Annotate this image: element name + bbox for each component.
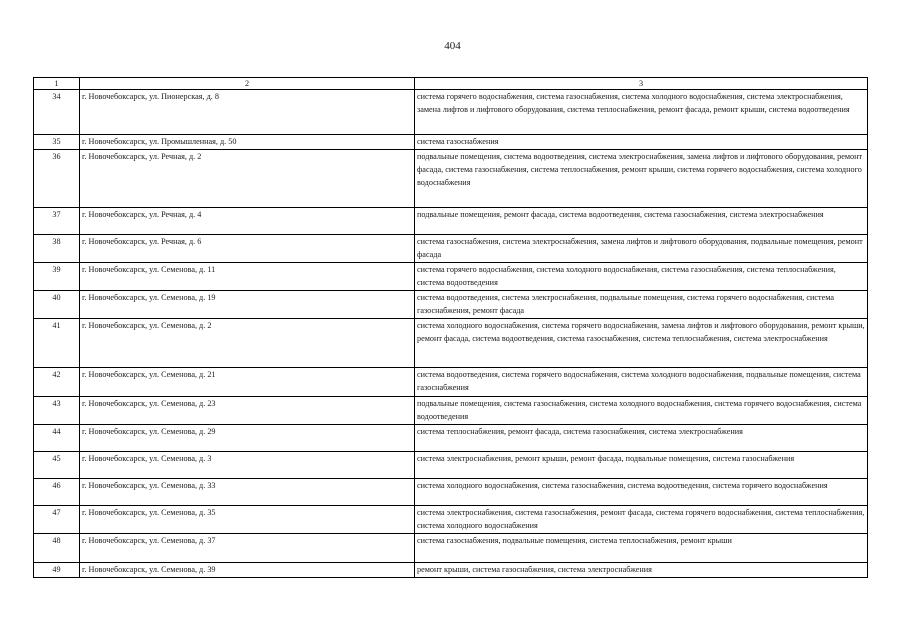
row-number: 35 — [34, 135, 80, 150]
row-works: система водоотведения, система электроснабжения, подвальные помещения, система горячего водоснабжения, система газоснабжения, ремонт фасада — [415, 291, 868, 319]
table-row — [34, 397, 868, 425]
table-row — [34, 368, 868, 397]
row-number: 43 — [34, 397, 80, 425]
table-row — [34, 534, 868, 563]
row-works: система горячего водоснабжения, система холодного водоснабжения, система газоснабжения, система теплоснабжения, система водоотведения — [415, 263, 868, 291]
column-header-1: 1 — [34, 78, 80, 90]
page-number: 404 — [444, 40, 461, 52]
row-works: система электроснабжения, система газоснабжения, ремонт фасада, система горячего водоснабжения, система теплоснабжения, система холодного водоснабжения — [415, 506, 868, 534]
row-number: 47 — [34, 506, 80, 534]
row-number: 36 — [34, 150, 80, 208]
table-row — [34, 150, 868, 208]
row-works: система теплоснабжения, ремонт фасада, система газоснабжения, система электроснабжения — [415, 425, 868, 452]
row-number: 49 — [34, 563, 80, 578]
row-address: г. Новочебоксарск, ул. Семенова, д. 29 — [80, 425, 415, 452]
row-number: 41 — [34, 319, 80, 368]
row-works: система холодного водоснабжения, система газоснабжения, система водоотведения, система горячего водоснабжения — [415, 479, 868, 506]
column-header-2: 2 — [80, 78, 415, 90]
row-works: подвальные помещения, система водоотведения, система электроснабжения, замена лифтов и лифтового оборудования, ремонт фасада, система газоснабжения, система теплоснабжения, ремонт крыши, система горячего водоснабжения, система холодного водоснабжения — [415, 150, 868, 208]
row-works: система газоснабжения, подвальные помещения, система теплоснабжения, ремонт крыши — [415, 534, 868, 563]
row-number: 44 — [34, 425, 80, 452]
row-works: система горячего водоснабжения, система газоснабжения, система холодного водоснабжения, система электроснабжения, замена лифтов и лифтового оборудования, система теплоснабжения, ремонт фасада, ремонт крыши, система водоотведения — [415, 90, 868, 135]
row-address: г. Новочебоксарск, ул. Речная, д. 4 — [80, 208, 415, 235]
row-address: г. Новочебоксарск, ул. Промышленная, д. 50 — [80, 135, 415, 150]
row-number: 34 — [34, 90, 80, 135]
row-number: 42 — [34, 368, 80, 397]
row-address: г. Новочебоксарск, ул. Семенова, д. 11 — [80, 263, 415, 291]
row-address: г. Новочебоксарск, ул. Семенова, д. 19 — [80, 291, 415, 319]
row-address: г. Новочебоксарск, ул. Семенова, д. 21 — [80, 368, 415, 397]
row-works: ремонт крыши, система газоснабжения, система электроснабжения — [415, 563, 868, 578]
table-row — [34, 452, 868, 479]
table-row — [34, 319, 868, 368]
row-address: г. Новочебоксарск, ул. Семенова, д. 23 — [80, 397, 415, 425]
table-row — [34, 90, 868, 135]
row-number: 40 — [34, 291, 80, 319]
row-address: г. Новочебоксарск, ул. Семенова, д. 3 — [80, 452, 415, 479]
row-works: подвальные помещения, ремонт фасада, система водоотведения, система газоснабжения, система электроснабжения — [415, 208, 868, 235]
row-works: система холодного водоснабжения, система горячего водоснабжения, замена лифтов и лифтового оборудования, ремонт крыши, ремонт фасада, система водоотведения, система газоснабжения, система теплоснабжения, система электроснабжения — [415, 319, 868, 368]
works-table — [33, 77, 868, 578]
row-number: 45 — [34, 452, 80, 479]
row-address: г. Новочебоксарск, ул. Речная, д. 2 — [80, 150, 415, 208]
row-works: система электроснабжения, ремонт крыши, ремонт фасада, подвальные помещения, система газоснабжения — [415, 452, 868, 479]
row-number: 37 — [34, 208, 80, 235]
table-row — [34, 208, 868, 235]
row-number: 38 — [34, 235, 80, 263]
row-works: система водоотведения, система горячего водоснабжения, система холодного водоснабжения, подвальные помещения, система газоснабжения — [415, 368, 868, 397]
table-row — [34, 563, 868, 578]
table-row — [34, 135, 868, 150]
table-row — [34, 263, 868, 291]
column-header-3: 3 — [415, 78, 868, 90]
row-works: система газоснабжения, система электроснабжения, замена лифтов и лифтового оборудования, подвальные помещения, ремонт фасада — [415, 235, 868, 263]
table-row — [34, 479, 868, 506]
row-address: г. Новочебоксарск, ул. Семенова, д. 33 — [80, 479, 415, 506]
table-row — [34, 425, 868, 452]
row-number: 48 — [34, 534, 80, 563]
table-row — [34, 291, 868, 319]
table-header-row — [34, 78, 868, 90]
row-works: система газоснабжения — [415, 135, 868, 150]
row-number: 46 — [34, 479, 80, 506]
row-address: г. Новочебоксарск, ул. Семенова, д. 39 — [80, 563, 415, 578]
row-number: 39 — [34, 263, 80, 291]
row-address: г. Новочебоксарск, ул. Пионерская, д. 8 — [80, 90, 415, 135]
row-address: г. Новочебоксарск, ул. Семенова, д. 37 — [80, 534, 415, 563]
row-address: г. Новочебоксарск, ул. Речная, д. 6 — [80, 235, 415, 263]
table-row — [34, 506, 868, 534]
row-address: г. Новочебоксарск, ул. Семенова, д. 35 — [80, 506, 415, 534]
row-address: г. Новочебоксарск, ул. Семенова, д. 2 — [80, 319, 415, 368]
row-works: подвальные помещения, система газоснабжения, система холодного водоснабжения, система горячего водоснабжения, система водоотведения — [415, 397, 868, 425]
table-row — [34, 235, 868, 263]
